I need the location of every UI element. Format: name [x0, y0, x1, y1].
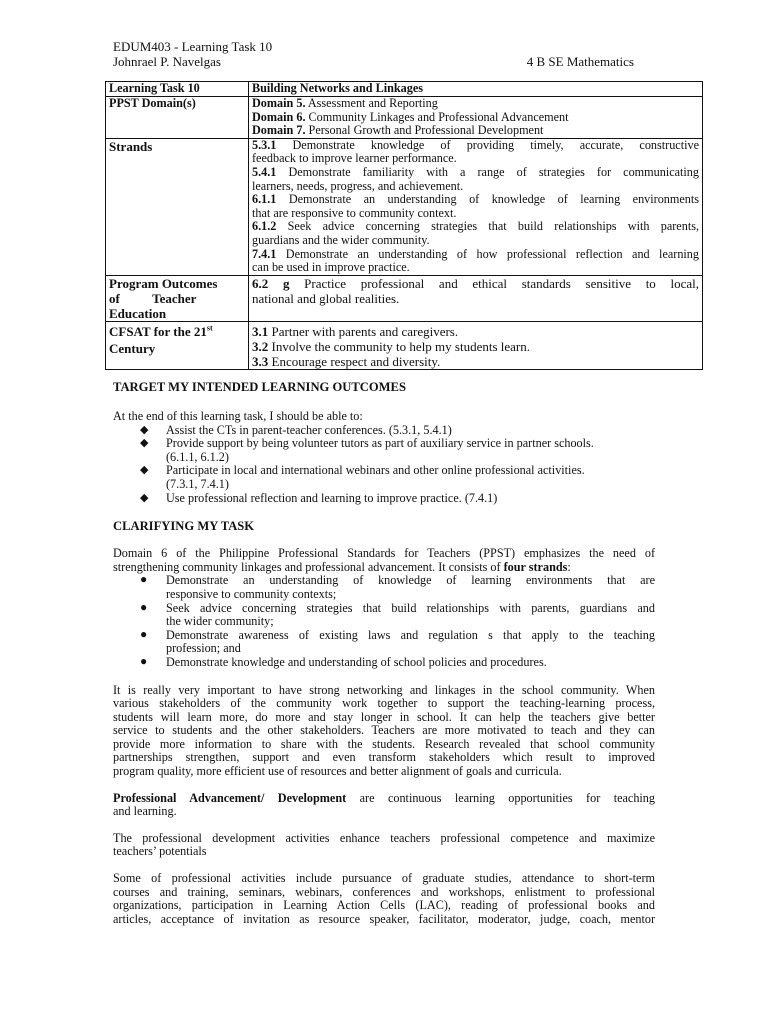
- table-row: [106, 138, 703, 275]
- strand-text: can be used in improve practice.: [252, 260, 410, 275]
- paragraph-bold: Professional Advancement/ Development: [113, 790, 347, 805]
- list-item: [113, 653, 655, 670]
- section-heading: CLARIFYING MY TASK: [113, 519, 255, 534]
- course-title: EDUM403 - Learning Task 10: [113, 39, 273, 54]
- list-item-text: Demonstrate an understanding of knowledge of learning environments that are: [166, 573, 655, 588]
- list-item-text: Use professional reflection and learning to improve practice. (7.4.1): [166, 490, 498, 505]
- list-item-text: the wider community;: [166, 614, 274, 629]
- cfsat-line: [252, 354, 699, 369]
- paragraph-line: articles, acceptance of invitation as resource speaker, facilitator, moderator, judge, coach, mentor: [113, 911, 655, 926]
- strand-line: [252, 220, 699, 234]
- outcomes-list: [113, 424, 655, 506]
- paragraph: [113, 547, 655, 574]
- list-item-text: Provide support by being volunteer tutors as part of auxiliary service in partner schools.: [166, 436, 594, 451]
- paragraph: [113, 792, 655, 819]
- strands-list: [113, 574, 655, 669]
- strand-text: learners, needs, progress, and achievement.: [252, 178, 464, 193]
- strand-number: 7.4.1: [252, 246, 277, 261]
- strand-text: Demonstrate knowledge of providing timely, accurate, constructive: [276, 137, 699, 152]
- paragraph-line: various stakeholders of the community work together to support the teaching-learning process,: [113, 696, 655, 711]
- cfsat-cell: [249, 321, 703, 369]
- paragraph-text: are continuous learning opportunities for teaching: [346, 790, 655, 805]
- list-item-text: Demonstrate knowledge and understanding of school policies and procedures.: [166, 654, 547, 669]
- domain-line: [252, 111, 699, 125]
- paragraph-line: teachers’ potentials: [113, 844, 207, 859]
- paragraph: At the end of this learning task, I should be able to:: [113, 409, 363, 423]
- paragraph-line: courses and training, seminars, webinars, conferences and workshops, enlistment to professional: [113, 884, 655, 899]
- diamond-bullet-icon: ◆: [140, 437, 149, 450]
- table-label: PPST Domain(s): [106, 97, 249, 139]
- document-body: [113, 380, 655, 926]
- student-name: Johnrael P. Navelgas: [113, 54, 221, 69]
- list-item: [113, 424, 655, 438]
- table-row: [106, 97, 703, 139]
- table-label: Strands: [106, 138, 249, 275]
- strand-number: 5.3.1: [252, 137, 277, 152]
- list-item: [113, 626, 655, 656]
- diamond-bullet-icon: ◆: [140, 491, 149, 504]
- strand-line: [252, 193, 699, 207]
- cfsat-label-sup: st: [206, 323, 213, 333]
- domain-number: Domain 6.: [252, 109, 306, 124]
- paragraph-bold: four strands: [503, 559, 568, 574]
- program-label: Education: [109, 305, 167, 321]
- cfsat-number: 3.2: [252, 338, 269, 354]
- cfsat-text: Encourage respect and diversity.: [268, 353, 441, 369]
- strand-number: 5.4.1: [252, 164, 277, 179]
- list-item: [113, 492, 655, 506]
- paragraph-line: partnerships strengthen, support and even transform stakeholders which result to improved: [113, 750, 655, 765]
- domain-number: Domain 5.: [252, 96, 306, 110]
- paragraph-text: strengthening community linkages and professional advancement. It consists of: [113, 559, 504, 574]
- program-label: Program Outcomes: [109, 275, 218, 291]
- table-task-title: Building Networks and Linkages: [249, 82, 703, 97]
- list-item: [113, 437, 655, 464]
- table-label: [106, 321, 249, 369]
- section-heading: TARGET MY INTENDED LEARNING OUTCOMES: [113, 380, 406, 394]
- domain-line: [252, 97, 699, 111]
- page-header: [113, 39, 634, 69]
- strand-text: that are responsive to community context.: [252, 205, 457, 220]
- strand-number: 6.1.1: [252, 192, 277, 207]
- strand-number: 6.1.2: [252, 219, 277, 234]
- paragraph-line: and learning.: [113, 804, 177, 819]
- paragraph-line: program quality, more efficient use of resources and better alignment of goals and curricula.: [113, 764, 562, 779]
- dot-bullet-icon: ●: [140, 572, 148, 587]
- program-outcome-cell: [249, 275, 703, 321]
- cfsat-number: 3.1: [252, 323, 269, 339]
- paragraph-line: students will learn more, do more and stay longer in school. It can help the teachers give better: [113, 709, 655, 724]
- table-row: [106, 82, 703, 97]
- program-label: of Teacher: [109, 290, 197, 306]
- paragraph-line: Domain 6 of the Philippine Professional Standards for Teachers (PPST) emphasizes the need of: [113, 546, 655, 561]
- list-item-text: Participate in local and international webinars and other online professional activities.: [166, 463, 585, 478]
- table-row: [106, 275, 703, 321]
- cfsat-text: Involve the community to help my students learn.: [268, 338, 531, 354]
- list-item: [113, 599, 655, 629]
- list-item-text: Assist the CTs in parent-teacher conferences. (5.3.1, 5.4.1): [166, 422, 452, 437]
- cfsat-line: [252, 324, 699, 339]
- student-section: 4 B SE Mathematics: [526, 54, 634, 69]
- table-label: Learning Task 10: [106, 82, 249, 97]
- domain-text: Personal Growth and Professional Development: [305, 123, 544, 138]
- list-item-text: (6.1.1, 6.1.2): [166, 449, 229, 464]
- dot-bullet-icon: ●: [140, 626, 148, 641]
- program-text: national and global realities.: [252, 290, 400, 306]
- program-line: [252, 276, 699, 291]
- paragraph-line: [113, 561, 655, 575]
- cfsat-label-text: CFSAT for the 21: [109, 323, 207, 339]
- list-item-text: Demonstrate awareness of existing laws and regulation s that apply to the teaching: [166, 627, 655, 642]
- strand-text: Seek advice concerning strategies that build relationships with parents,: [276, 219, 699, 234]
- learning-task-table: [105, 81, 703, 370]
- program-number: 6.2 g: [252, 275, 290, 291]
- cfsat-label: [109, 324, 245, 339]
- cfsat-line: [252, 339, 699, 354]
- strand-text: feedback to improve learner performance.: [252, 151, 457, 166]
- strands-cell: [249, 138, 703, 275]
- domain-line: [252, 124, 699, 138]
- paragraph-line: provide more information to share with the students. Research revealed that school community: [113, 736, 655, 751]
- strand-text: Demonstrate an understanding of knowledge of learning environments: [276, 192, 699, 207]
- cfsat-label: Century: [109, 340, 156, 356]
- paragraph-text: :: [567, 559, 571, 574]
- paragraph: [113, 872, 655, 926]
- cfsat-text: Partner with parents and caregivers.: [268, 323, 459, 339]
- paragraph-line: service to students and the other stakeholders. Teachers are more motivated to teach and they can: [113, 723, 655, 738]
- strand-line: [252, 139, 699, 153]
- table-row: [106, 321, 703, 369]
- domain-text: Community Linkages and Professional Advancement: [305, 109, 569, 124]
- paragraph-line: [113, 792, 655, 806]
- list-item: [113, 464, 655, 491]
- strand-text: Demonstrate an understanding of how professional reflection and learning: [276, 246, 699, 261]
- list-item-text: Seek advice concerning strategies that build relationships with parents, guardians and: [166, 600, 655, 615]
- paragraph: [113, 684, 655, 779]
- dot-bullet-icon: ●: [140, 653, 148, 668]
- domain-text: Assessment and Reporting: [305, 96, 438, 110]
- domains-cell: [249, 97, 703, 139]
- strand-text: Demonstrate familiarity with a range of strategies for communicating: [276, 164, 699, 179]
- diamond-bullet-icon: ◆: [140, 464, 149, 477]
- strand-line: [252, 248, 699, 262]
- paragraph-line: The professional development activities enhance teachers professional competence and maximize: [113, 830, 655, 845]
- list-item-text: profession; and: [166, 641, 241, 656]
- strand-text: guardians and the wider community.: [252, 232, 430, 247]
- list-item-text: responsive to community contexts;: [166, 586, 337, 601]
- program-text: Practice professional and ethical standards sensitive to local,: [289, 275, 700, 291]
- paragraph: [113, 832, 655, 859]
- dot-bullet-icon: ●: [140, 599, 148, 614]
- paragraph-line: organizations, participation in Learning Action Cells (LAC), reading of professional books and: [113, 898, 655, 913]
- strand-line: [252, 166, 699, 180]
- domain-number: Domain 7.: [252, 123, 306, 138]
- cfsat-number: 3.3: [252, 353, 269, 369]
- paragraph-line: Some of professional activities include pursuance of graduate studies, attendance to short-term: [113, 871, 655, 886]
- diamond-bullet-icon: ◆: [140, 423, 149, 436]
- list-item-text: (7.3.1, 7.4.1): [166, 476, 229, 491]
- table-label: [106, 275, 249, 321]
- list-item: [113, 574, 655, 601]
- paragraph-line: It is really very important to have strong networking and linkages in the school community. When: [113, 682, 655, 697]
